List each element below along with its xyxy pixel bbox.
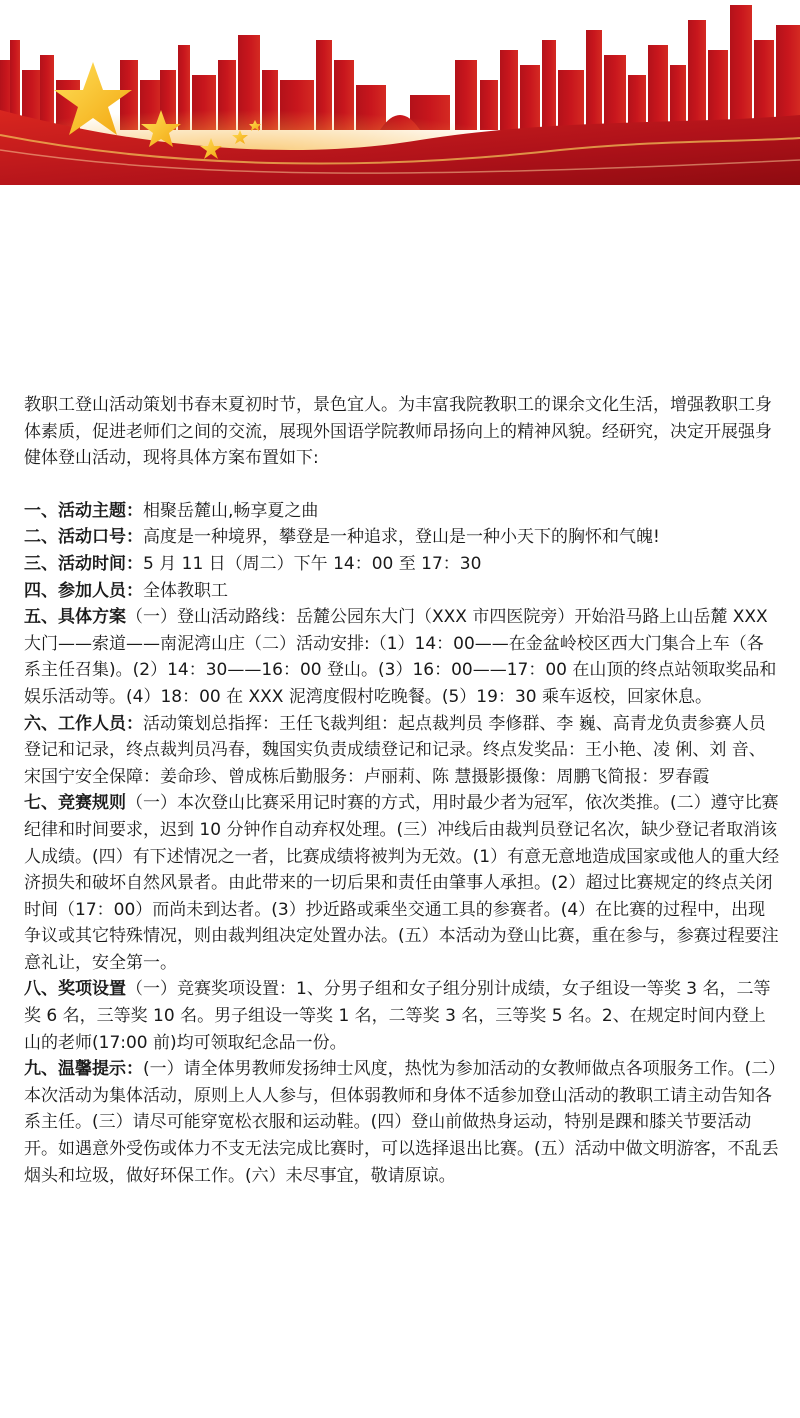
section-title: 五、具体方案 (24, 607, 126, 628)
section-paragraph (24, 524, 780, 551)
section-title: 三、活动时间： (24, 553, 143, 574)
section-title: 二、活动口号： (24, 527, 143, 548)
section-paragraph (24, 578, 780, 605)
section-body: 活动策划总指挥：王任飞裁判组：起点裁判员 李修群、李 巍、高青龙负责参赛人员登记和记录，终点裁判员冯春，魏国实负责成绩登记和记录。终点发奖品：王小艳、凌 俐、刘 音、宋国宁安全保障：姜命珍、曾成栋后勤服务：卢丽莉、陈 慧摄影摄像：周鹏飞简报：罗春霞 (24, 713, 766, 787)
document-body (24, 392, 780, 1189)
section-body: 相聚岳麓山,畅享夏之曲 (143, 500, 319, 521)
section-paragraph (24, 498, 780, 525)
section-title: 六、工作人员： (24, 713, 143, 734)
section-body: （一）登山活动路线：岳麓公园东大门（XXX 市四医院旁）开始沿马路上山岳麓 XXX 大门——索道——南泥湾山庄（二）活动安排:（1）14：00——在金盆岭校区西大门集合上车（各系主任召集)。(2）14：30——16：00 登山。(3）16：00——17：00 在山顶的终点站领取奖品和娱乐活动等。(4）18：00 在 XXX 泥湾度假村吃晚餐。(5）19：30 乘车返校，回家休息。 (24, 607, 777, 707)
section-title: 八、奖项设置 (24, 979, 126, 1000)
section-body: （一）竞赛奖项设置：1、分男子组和女子组分别计成绩，女子组设一等奖 3 名，二等奖 6 名，三等奖 10 名。男子组设一等奖 1 名，二等奖 3 名，三等奖 5 名。2、在规定时间内登上山的老师(17:00 前)均可领取纪念品一份。 (24, 979, 771, 1053)
section-body: 全体教职工 (143, 580, 228, 601)
spacer (24, 472, 780, 498)
section-title: 九、温馨提示： (24, 1059, 143, 1080)
section-paragraph (24, 604, 780, 710)
section-paragraph (24, 976, 780, 1056)
section-paragraph (24, 1056, 780, 1189)
section-body: （一）本次登山比赛采用记时赛的方式，用时最少者为冠军，依次类推。(二）遵守比赛纪律和时间要求，迟到 10 分钟作自动弃权处理。(三）冲线后由裁判员登记名次，缺少登记者取消该人成绩。(四）有下述情况之一者，比赛成绩将被判为无效。(1）有意无意地造成国家或他人的重大经济损失和破坏自然风景者。由此带来的一切后果和责任由肇事人承担。(2）超过比赛规定的终点关闭时间（17：00）而尚未到达者。(3）抄近路或乘坐交通工具的参赛者。(4）在比赛的过程中，出现争议或其它特殊情况，则由裁判组决定处置办法。(五）本活动为登山比赛，重在参与，参赛过程要注意礼让，安全第一。 (24, 793, 780, 973)
section-body: 高度是一种境界，攀登是一种追求，登山是一种小天下的胸怀和气魄! (143, 527, 660, 548)
section-body: (一）请全体男教师发扬绅士风度，热忱为参加活动的女教师做点各项服务工作。(二）本次活动为集体活动，原则上人人参与，但体弱教师和身体不适参加登山活动的教职工请主动告知各系主任。(三）请尽可能穿宽松衣服和运动鞋。(四）登山前做热身运动，特别是踝和膝关节要活动开。如遇意外受伤或体力不支无法完成比赛时，可以选择退出比赛。(五）活动中做文明游客，不乱丢烟头和垃圾，做好环保工作。(六）未尽事宜，敬请原谅。 (24, 1059, 779, 1186)
intro-paragraph: 教职工登山活动策划书春末夏初时节，景色宜人。为丰富我院教职工的课余文化生活，增强教职工身体素质，促进老师们之间的交流，展现外国语学院教师昂扬向上的精神风貌。经研究，决定开展强身健体登山活动，现将具体方案布置如下: (24, 395, 772, 469)
sections-list (24, 498, 780, 1189)
section-title: 七、竞赛规则 (24, 793, 126, 814)
section-paragraph (24, 790, 780, 976)
section-title: 一、活动主题： (24, 500, 143, 521)
section-paragraph (24, 711, 780, 791)
section-paragraph (24, 551, 780, 578)
header-banner (0, 0, 800, 185)
city-skyline-illustration (0, 0, 800, 185)
section-body: 5 月 11 日（周二）下午 14：00 至 17：30 (143, 553, 482, 574)
section-title: 四、参加人员： (24, 580, 143, 601)
